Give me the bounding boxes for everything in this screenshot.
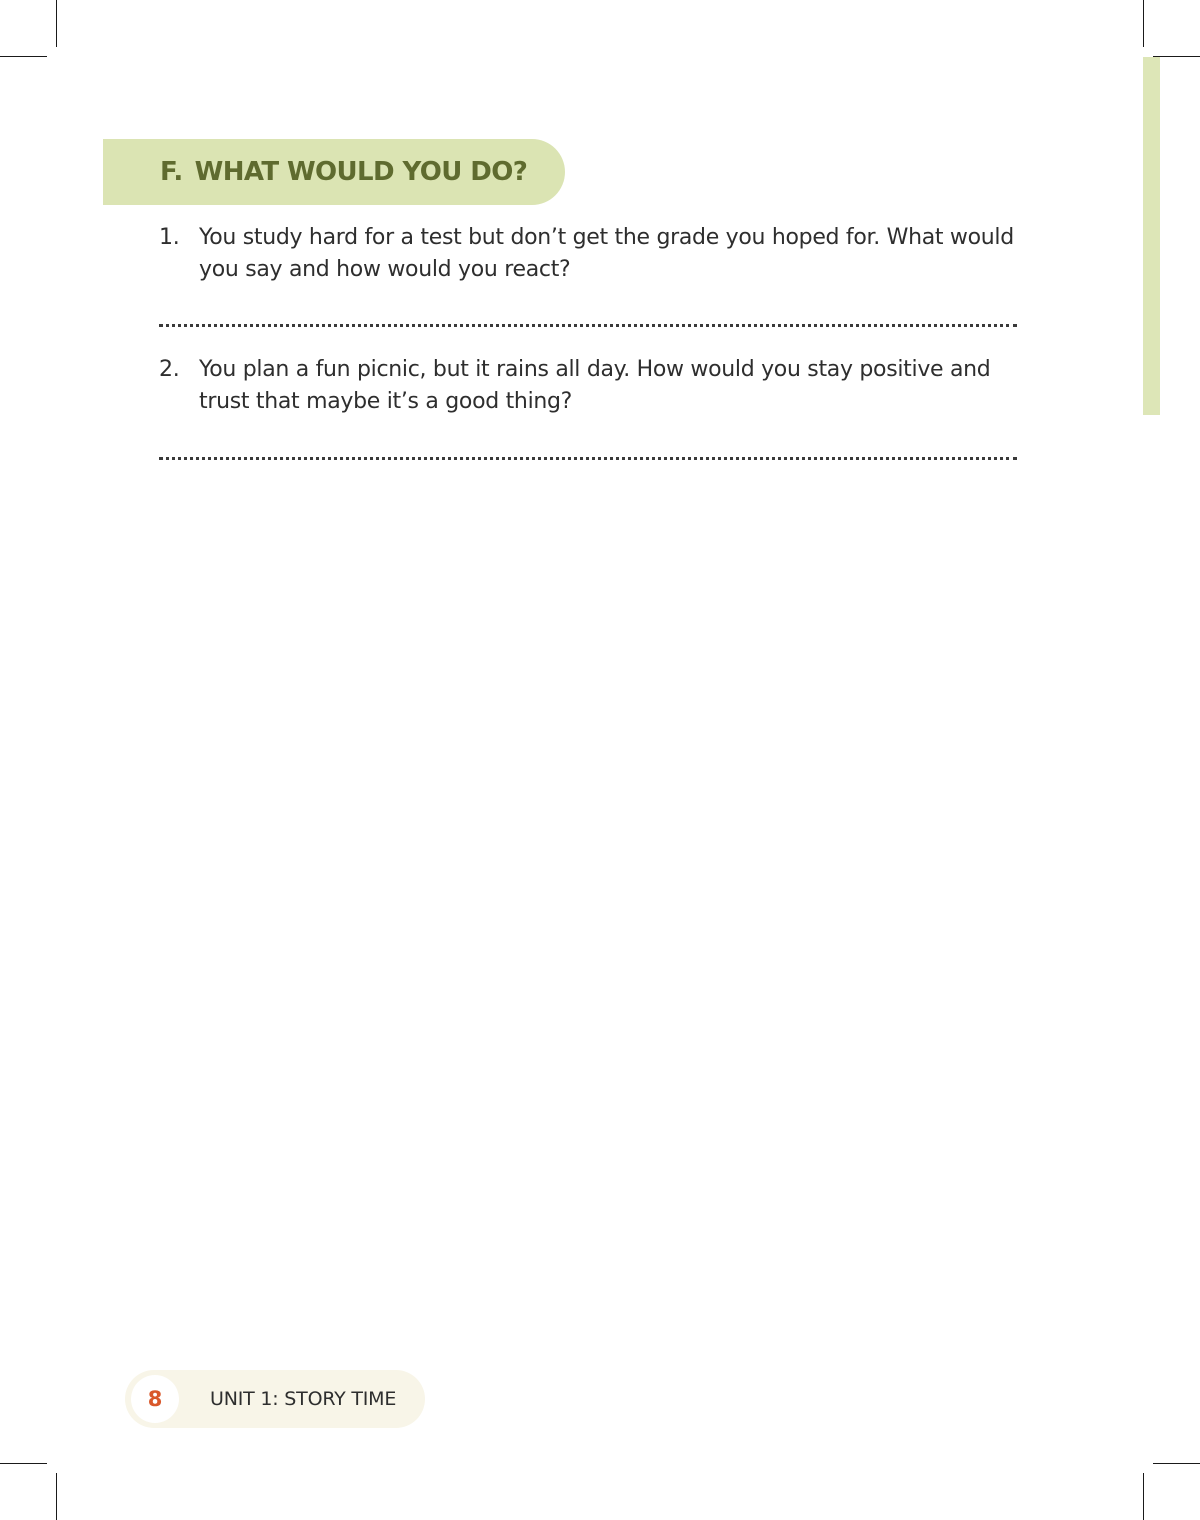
crop-mark-top-left-vertical (56, 0, 57, 47)
question-text: You plan a fun picnic, but it rains all day. How would you stay positive and trust that maybe it’s a good thing? (199, 357, 991, 414)
side-tab (1143, 57, 1160, 415)
section-title (160, 157, 527, 187)
crop-mark-bottom-left-horizontal (0, 1463, 47, 1464)
crop-mark-top-right-horizontal (1153, 56, 1200, 57)
crop-mark-top-right-vertical (1143, 0, 1144, 47)
crop-mark-bottom-right-horizontal (1153, 1463, 1200, 1464)
question-number: 2. (159, 357, 180, 382)
crop-mark-bottom-left-vertical (56, 1473, 57, 1520)
crop-mark-bottom-right-vertical (1143, 1473, 1144, 1520)
question-text: You study hard for a test but don’t get the grade you hoped for. What would you say and how would you react? (199, 225, 1014, 282)
section-title-text: WHAT WOULD YOU DO? (194, 157, 528, 187)
unit-label: UNIT 1: STORY TIME (210, 1388, 397, 1410)
question-item (159, 354, 1029, 418)
answer-line[interactable] (159, 324, 1017, 327)
question-number: 1. (159, 225, 180, 250)
crop-mark-top-left-horizontal (0, 56, 47, 57)
page-number: 8 (131, 1375, 179, 1423)
page-footer (125, 1370, 425, 1428)
answer-line[interactable] (159, 457, 1017, 460)
section-header (103, 139, 565, 205)
question-item (159, 222, 1029, 286)
section-letter: F. (160, 157, 183, 187)
